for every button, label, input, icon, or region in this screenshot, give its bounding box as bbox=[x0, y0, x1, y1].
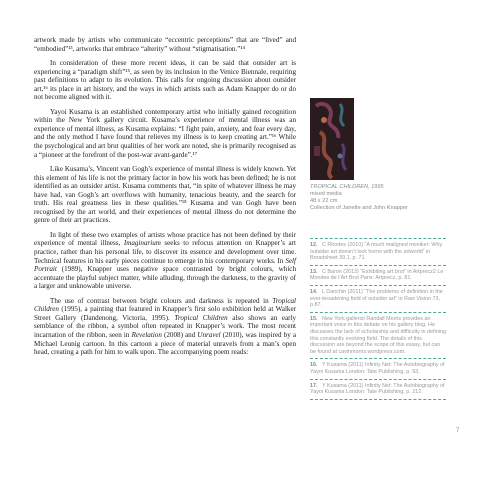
paragraph-2: In consideration of these more recent ideas, it can be said that outsider art is experiencing a “paradigm shift”¹⁵, as seen by its inclusion in the Venice Biennale, requiring past definitions to adapt to its evolution. This calls for ongoing discussion about outsider art,¹⁶ its place in art history, and the ways in which artists such as Adam Knapper do or do not become aligned with it. bbox=[34, 59, 296, 102]
page-number: 7 bbox=[456, 428, 460, 434]
footnote: 15. New York gallerist Randall Morris provides an important voice in this debate on his gallery blog. He discusses the lack of scholarship and difficulty in defining this constantly evolving field. The details of this discussion are beyond the scope of this essay, but can be found at cavinmorris.wordpress.com. bbox=[310, 312, 446, 359]
body-text bbox=[34, 36, 296, 357]
paragraph-1: artwork made by artists who communicate “eccentric perceptions” that are “lived” and “embodied”¹³, artworks that embrace “alterity” without “stigmatisation.”¹⁴ bbox=[34, 36, 296, 53]
caption-title: TROPICAL CHILDREN, 1995 bbox=[310, 184, 384, 190]
paragraph-3: Yayoi Kusama is an established contemporary artist who initially gained recognition within the New York gallery circuit. Kusama’s experience of mental illness was an experience of mental illness, as Kusama explains: “I fight pain, anxiety, and fear every day, and the only method I have found that relieves my illness is to keep creating art.”¹⁶ While the psychological and art brut qualities of her work are noted, she is primarily recognised as a “pioneer at the forefront of the post-war avant-garde”.¹⁷ bbox=[34, 107, 296, 159]
caption-size: 48 x 22 cm bbox=[310, 198, 338, 204]
footnote: 13. C Baron (2013) “Exhibiting art brut” in Artprecz2 Le Mondes de l’Art Brut Paris: Artprecz, p. 81. bbox=[310, 265, 446, 285]
footnote: 12. C Rhodes (2010) “A much maligned moniker: Why outsider art doesn’t lock horns with the artworld” in Broadsheet 39.1, p. 71. bbox=[310, 238, 446, 265]
paragraph-4: Like Kusama’s, Vincent van Gogh’s experience of mental illness is widely known. Yet this element of his life is not the primary factor in how his work has been defined; he is not identified as an outsider artist. Kusama comments that, “in spite of whatever illness he may have had, van Gogh’s art overflows with humanity, tenacious beauty, and the search for truth. His real greatness lies in these qualities.”¹⁸ Kusama and van Gogh have been recognised by the art world, and their experiences of mental illness do not determine the genre of their art practices. bbox=[34, 165, 296, 225]
footnote: 17. Y Kusama (2011) Infinity Net: The Autobiography of Yayoi Kusama London: Tate Publishing, p. 212. bbox=[310, 379, 446, 400]
paragraph-6: The use of contrast between bright colours and darkness is repeated in Tropical Children (1995), a painting that featured in Knapper’s first solo exhibition held at Walker Street Gallery (Dandenong, Victoria, 1995). Tropical Children also shows an early semblance of the ribbon, a symbol often repeated in Knapper’s work. The most recent incarnation of the ribbon, seen in Revelation (2008) and Unravel (2010), was inspired by a Michael Leunig cartoon. In this cartoon a piece of material unravels from a man’s open head, creating a path for him to walk upon. The accompanying poem reads: bbox=[34, 296, 296, 357]
caption-medium: mixed media bbox=[310, 191, 342, 197]
paragraph-5: In light of these two examples of artists whose practice has not been defined by their experience of mental illness, Imaginarium seeks to refocus attention on Knapper’s art practice, rather than his personal life, to discover its essence and development over time. Technical features in his early pieces continue to emerge in his contemporary works. In Self Portrait (1989), Knapper uses negative space contrasted by bright colours, which accentuate the playful subject matter, while alluding, through the darkness, to the gravity of a larger and unknowable universe. bbox=[34, 230, 296, 291]
footnote: 16. Y Kusama (2011) Infinity Net: The Autobiography of Yayoi Kusama London: Tate Publishing, p. 93. bbox=[310, 358, 446, 378]
artwork-image bbox=[310, 98, 354, 180]
footnote: 14. L Danchin (2011) “The problems of definition in the ever-broadening field of outsider art” in Raw Vision 73, p.87. bbox=[310, 285, 446, 312]
caption-collection: Collection of Janette and John Knapper bbox=[310, 205, 408, 211]
footnotes bbox=[310, 238, 446, 400]
artwork-caption bbox=[310, 184, 450, 212]
